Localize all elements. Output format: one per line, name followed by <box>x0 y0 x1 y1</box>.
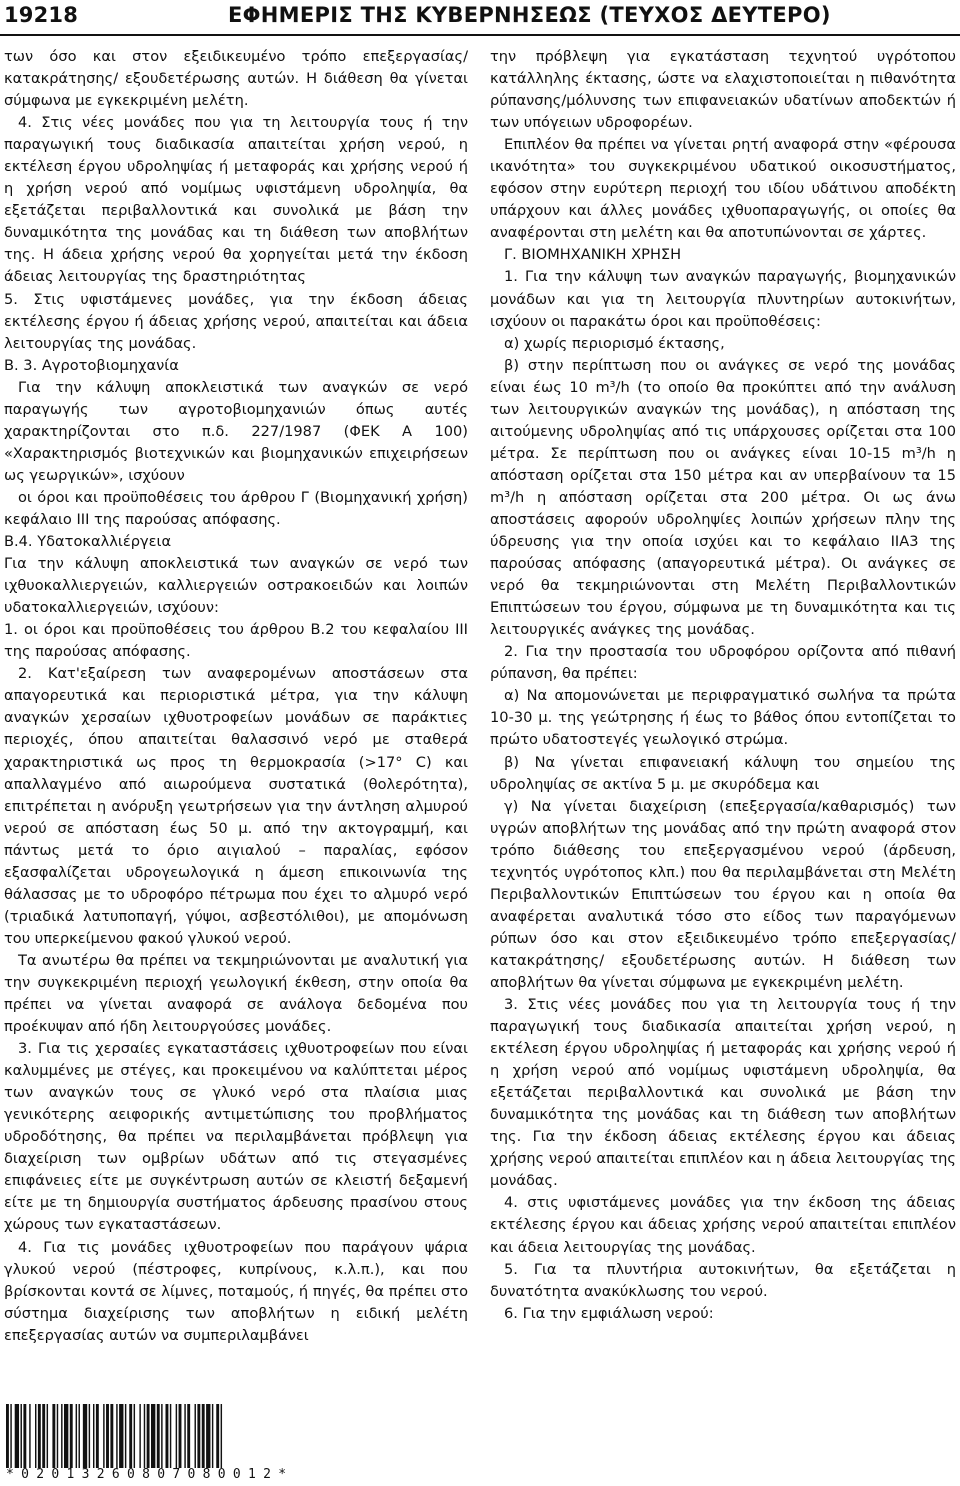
barcode-bar <box>38 1404 41 1468</box>
barcode-bar <box>6 1404 9 1468</box>
barcode-bar <box>93 1404 94 1468</box>
list-item: α) Να απομονώνεται με περιφραγματικό σωλήνα τα πρώτα 10-30 μ. της γεώτρησης ή έως το βάθος όπου εντοπίζεται το πρώτο υδατοστεγές γεωλογικό στρώμα. <box>490 687 956 749</box>
barcode-bar <box>206 1404 210 1468</box>
paragraph: 2. Κατ'εξαίρεση των αναφερομένων αποστάσεων στα απαγορευτικά και περιοριστικά μέτρα, για την κάλυψη αναγκών χερσαίων ιχθυοτροφείων μονάδων σε παράκτιες περιοχές, όπου απαιτείται θαλασσινό νερό με σταθερά χαρακτηριστικά ως προς τη θερμοκρασία (>17° C) και απαλλαγμένο από αιωρούμενα συστατικά (θολερότητα), επιτρέπεται η ανόρυξη γεωτρήσεων για την άντληση αλμυρού νερού σε απόσταση έως 50 μ. από την ακτογραμμή, και πάντως μετά το όριο αιγιαλού – παραλίας, εφόσον εξασφαλίζεται υδρογεωλογικά η άμεση επικοινωνία της θάλασσας με το υδροφόρο πέτρωμα που έχει το αλμυρό νερό (τριαδικά λατυποπαγή, γύψοι, ασβεστόλιθοι), με απομόνωση του υπερκείμενου φακού γλυκού νερού. <box>4 665 468 947</box>
barcode-bar <box>70 1404 73 1468</box>
list-item: α) χωρίς περιορισμό έκτασης, <box>504 334 725 352</box>
barcode-bar <box>170 1404 171 1468</box>
barcode-bar <box>144 1404 145 1468</box>
paragraph: Επιπλέον θα πρέπει να γίνεται ρητή αναφορά στην «φέρουσα ικανότητα» του συγκεκριμένου υδατικού οικοσυστήματος, εφόσον στην ευρύτερη περιοχή του ιδίου υδάτινου αποδέκτη υπάρχουν και άλλες μονάδες ιχθυοπαραγωγής, οι οποίες θα αναφέρονται στη μελέτη και θα αποτυπώνονται σε χάρτες. <box>490 136 956 242</box>
barcode-bar <box>76 1404 77 1468</box>
right-column <box>490 46 956 1325</box>
barcode-bar <box>176 1404 177 1468</box>
header-rule <box>0 34 960 36</box>
paragraph: 5. Στις υφιστάμενες μονάδες, για την έκδοση άδειας εκτέλεσης έργου ή άδειας χρήσης νερού, απαιτείται και άδεια λειτουργίας της μονάδας. <box>4 290 468 352</box>
barcode-bar <box>79 1404 80 1468</box>
paragraph: 1. Για την κάλυψη των αναγκών παραγωγής, βιομηχανικών μονάδων και για τη λειτουργία πλυντηρίων αυτοκινήτων, ισχύουν οι παρακάτω όροι και προϋποθέσεις: <box>490 268 956 330</box>
barcode-bar <box>103 1404 104 1468</box>
paragraph: των όσο και στον εξειδικευμένο τρόπο επεξεργασίας/ κατακράτησης/ εξουδετέρωσης αυτών. Η διάθεση θα γίνεται σύμφωνα με εγκεκριμένη μελέτη. <box>4 48 468 110</box>
paragraph: 4. Στις νέες μονάδες που για τη λειτουργία τους ή την παραγωγική τους διαδικασία απαιτείται χρήση νερού, η εκτέλεση έργου υδροληψίας ή μεταφοράς και χρήσης νερού ή η χρήση νερού από νομίμως υφιστάμενη υδροληψία, θα εξετάζεται περιβαλλοντικά και συνολικά με βάση την δυναμικότητα της μονάδας και τη διάθεση των αποβλήτων της. Η άδεια χρήσης νερού θα χορηγείται μετά την έκδοση άδειας λειτουργίας της δραστηριότητας <box>4 114 468 286</box>
paragraph: Τα ανωτέρω θα πρέπει να τεκμηριώνονται με αναλυτική για την συγκεκριμένη περιοχή γεωλογική έκθεση, στην οποία θα πρέπει να γίνεται αναφορά σε ανάλογα δεδομένα που προέκυψαν από ήδη λειτουργούσες μονάδες. <box>4 951 468 1036</box>
barcode-bar <box>57 1404 58 1468</box>
section-heading: Γ. ΒΙΟΜΗΧΑΝΙΚΗ ΧΡΗΣΗ <box>504 246 682 264</box>
paragraph: οι όροι και προϋποθέσεις του άρθρου Γ (Βιομηχανική χρήση) κεφάλαιο ΙΙΙ της παρούσας απόφασης. <box>4 488 468 528</box>
page-number: 19218 <box>4 3 79 27</box>
paragraph: 1. οι όροι και προϋποθέσεις του άρθρου Β.2 του κεφαλαίου ΙΙΙ της παρούσας απόφασης. <box>4 621 468 661</box>
barcode-bar <box>129 1404 132 1468</box>
barcode-bar <box>184 1404 185 1468</box>
barcode-bar <box>157 1404 160 1468</box>
barcode-bar <box>23 1404 26 1468</box>
barcode-bar <box>179 1404 182 1468</box>
left-column <box>4 46 468 1347</box>
paragraph: Για την κάλυψη αποκλειστικά των αναγκών σε νερό παραγωγής των αγροτοβιομηχανιών όπως αυτές χαρακτηρίζονται στο π.δ. 227/1987 (ΦΕΚ Α 100) «Χαρακτηρισμός βιοτεχνικών και βιομηχανικών επιχειρήσεων ως γεωργικών», ισχύουν <box>4 378 468 484</box>
journal-title: ΕΦΗΜΕΡΙΣ ΤΗΣ ΚΥΒΕΡΝΗΣΕΩΣ (ΤΕΥΧΟΣ ΔΕΥΤΕΡΟ) <box>228 3 831 27</box>
paragraph: 5. Για τα πλυντήρια αυτοκινήτων, θα εξετάζεται η δυνατότητα ανακύκλωσης του νερού. <box>490 1260 956 1300</box>
barcode-bar <box>110 1404 113 1468</box>
barcode-bar <box>89 1404 90 1468</box>
barcode-bar <box>15 1404 19 1468</box>
page-header <box>0 0 960 34</box>
barcode-bar <box>134 1404 135 1468</box>
paragraph: 3. Στις νέες μονάδες που για τη λειτουργία τους ή την παραγωγική τους διαδικασία απαιτείται χρήση νερού, η εκτέλεση έργου υδροληψίας ή μεταφοράς και χρήσης νερού ή η χρήση νερού από νομίμως υφιστάμενη υδροληψία, θα εξετάζεται περιβαλλοντικά και συνολικά με βάση την δυναμικότητα της μονάδας και τη διάθεση των αποβλήτων της. Για την έκδοση άδειας εκτέλεσης έργου και άδειας χρήσης νερού απαιτείται επιπλέον και η άδεια λειτουργίας της μονάδας. <box>490 996 956 1190</box>
barcode-bar <box>64 1404 68 1468</box>
barcode-bar <box>47 1404 48 1468</box>
barcode-bar <box>10 1404 11 1468</box>
barcode-bar <box>21 1404 22 1468</box>
barcode-bar <box>197 1404 200 1468</box>
barcode-bar <box>29 1404 30 1468</box>
barcode-bar <box>106 1404 109 1468</box>
list-item: β) Να γίνεται επιφανειακή κάλυψη του σημείου της υδροληψίας σε ακτίνα 5 μ. με σκυρόδεμα και <box>490 753 956 793</box>
barcode-bar <box>216 1404 219 1468</box>
barcode-bar <box>202 1404 205 1468</box>
paragraph: 4. στις υφιστάμενες μονάδες για την έκδοση της άδειας εκτέλεσης έργου και άδειας χρήσης νερού απαιτείται επιπλέον και άδεια λειτουργίας της μονάδας. <box>490 1194 956 1256</box>
barcode-bar <box>119 1404 123 1468</box>
barcode-bar <box>221 1404 222 1468</box>
section-heading: Β.4. Υδατοκαλλιέργεια <box>4 533 172 551</box>
barcode-bar <box>61 1404 62 1468</box>
barcode-bar <box>187 1404 190 1468</box>
paragraph: 6. Για την εμφιάλωση νερού: <box>504 1304 714 1322</box>
barcode-bar <box>166 1404 169 1468</box>
paragraph: 2. Για την προστασία του υδροφόρου ορίζοντα από πιθανή ρύπανση, θα πρέπει: <box>490 643 956 683</box>
barcode-bar <box>147 1404 150 1468</box>
barcode-bar <box>52 1404 55 1468</box>
barcode-bar <box>151 1404 155 1468</box>
barcode-bar <box>116 1404 117 1468</box>
barcode-bars <box>6 1404 296 1468</box>
barcode-bar <box>42 1404 45 1468</box>
section-heading: Β. 3. Αγροτοβιομηχανία <box>4 356 179 374</box>
barcode <box>4 1404 298 1484</box>
paragraph: 3. Για τις χερσαίες εγκαταστάσεις ιχθυοτροφείων που είναι καλυμμένες με στέγες, και προκειμένου να καλύπτεται μέρος των αναγκών τους σε γλυκό νερό στα πλαίσια μιας γενικότερης αειφορικής αντιμετώπισης του προβλήματος υδροδότησης, θα πρέπει να περιλαμβάνεται πρόβλεψη για διαχείριση των ομβρίων υδάτων από τις στεγασμένες επιφάνειες είτε με συγκέντρωση αυτών σε κλειστή δεξαμενή είτε με τη δημιουργία συστήματος άρδευσης πρασίνου στους χώρους των εγκαταστάσεων. <box>4 1040 468 1234</box>
barcode-bar <box>83 1404 87 1468</box>
barcode-bar <box>161 1404 162 1468</box>
barcode-bar <box>139 1404 140 1468</box>
paragraph: την πρόβλεψη για εγκατάσταση τεχνητού υγρότοπου κατάλληλης έκτασης, ώστε να ελαχιστοποιείται η πιθανότητα ρύπανσης/μόλυνσης των επιφανειακών υδατίνων αποδεκτών ή των υπόγειων υδροφορέων. <box>490 48 956 132</box>
barcode-bar <box>125 1404 126 1468</box>
barcode-bar <box>195 1404 196 1468</box>
barcode-bar <box>212 1404 213 1468</box>
paragraph: 4. Για τις μονάδες ιχθυοτροφείων που παράγουν ψάρια γλυκού νερού (πέστροφες, κυπρίνους, κ.λ.π.), και που βρίσκονται κοντά σε λίμνες, ποταμούς, ή πηγές, θα πρέπει στο σύστημα διαχείρισης των αποβλήτων η ειδική μελέτη επεξεργασίας αυτών να συμπεριλαμβάνει <box>4 1238 468 1344</box>
list-item: β) στην περίπτωση που οι ανάγκες σε νερό της μονάδας είναι έως 10 m³/h (το οποίο θα προκύπτει από την ανάλυση των λειτουργικών αναγκών της μονάδας), η απόσταση της αιτούμενης υδροληψίας από τις υπάρχουσες ορίζεται στα 100 μέτρα. Σε περίπτωση που οι ανάγκες είναι 10-15 m³/h η απόσταση ορίζεται στα 150 μέτρα και αν υπερβαίνουν τα 15 m³/h η απόσταση ορίζεται στα 200 μέτρα. Οι ως άνω αποστάσεις αφορούν υδροληψίες λοιπών χρήσεων πλην της ύδρευσης για την οποία ισχύει και το κεφάλαιο ΙΙΑ3 της παρούσας απόφασης (απαγορευτικά μέτρα). Οι ανάγκες σε νερό θα τεκμηριώνονται στη Μελέτη Περιβαλλοντικών Επιπτώσεων του έργου, σύμφωνα με τη δυναμικότητα και τις λειτουργικές ανάγκες της μονάδας. <box>490 356 956 639</box>
barcode-bar <box>96 1404 99 1468</box>
barcode-bar <box>35 1404 36 1468</box>
list-item: γ) Να γίνεται διαχείριση (επεξεργασία/καθαρισμός) των υγρών αποβλήτων της μονάδας από την πρώτη αναφορά στον τρόπο διάθεσης του επεξεργασμένου νερού (άρδευση, τεχνητός υγρότοπος κλπ.) που θα περιλαμβάνεται στη Μελέτη Περιβαλλοντικών Επιπτώσεων του έργου και η οποία θα αναφέρεται αναλυτικά τόσο στο είδος των παραγόμενων ρύπων όσο και στον εξειδικευμένο τρόπο επεξεργασίας/κατακράτησης/ εξουδετέρωσης αυτών. Η διάθεση των αποβλήτων θα γίνεται σύμφωνα με εγκεκριμένη μελέτη. <box>490 797 956 991</box>
barcode-number: *02013260807080012* <box>6 1467 294 1482</box>
paragraph: Για την κάλυψη αποκλειστικά των αναγκών σε νερό των ιχθυοκαλλιεργειών, καλλιεργειών οστρακοειδών και λοιπών υδατοκαλλιεργειών, ισχύουν: <box>4 555 468 617</box>
